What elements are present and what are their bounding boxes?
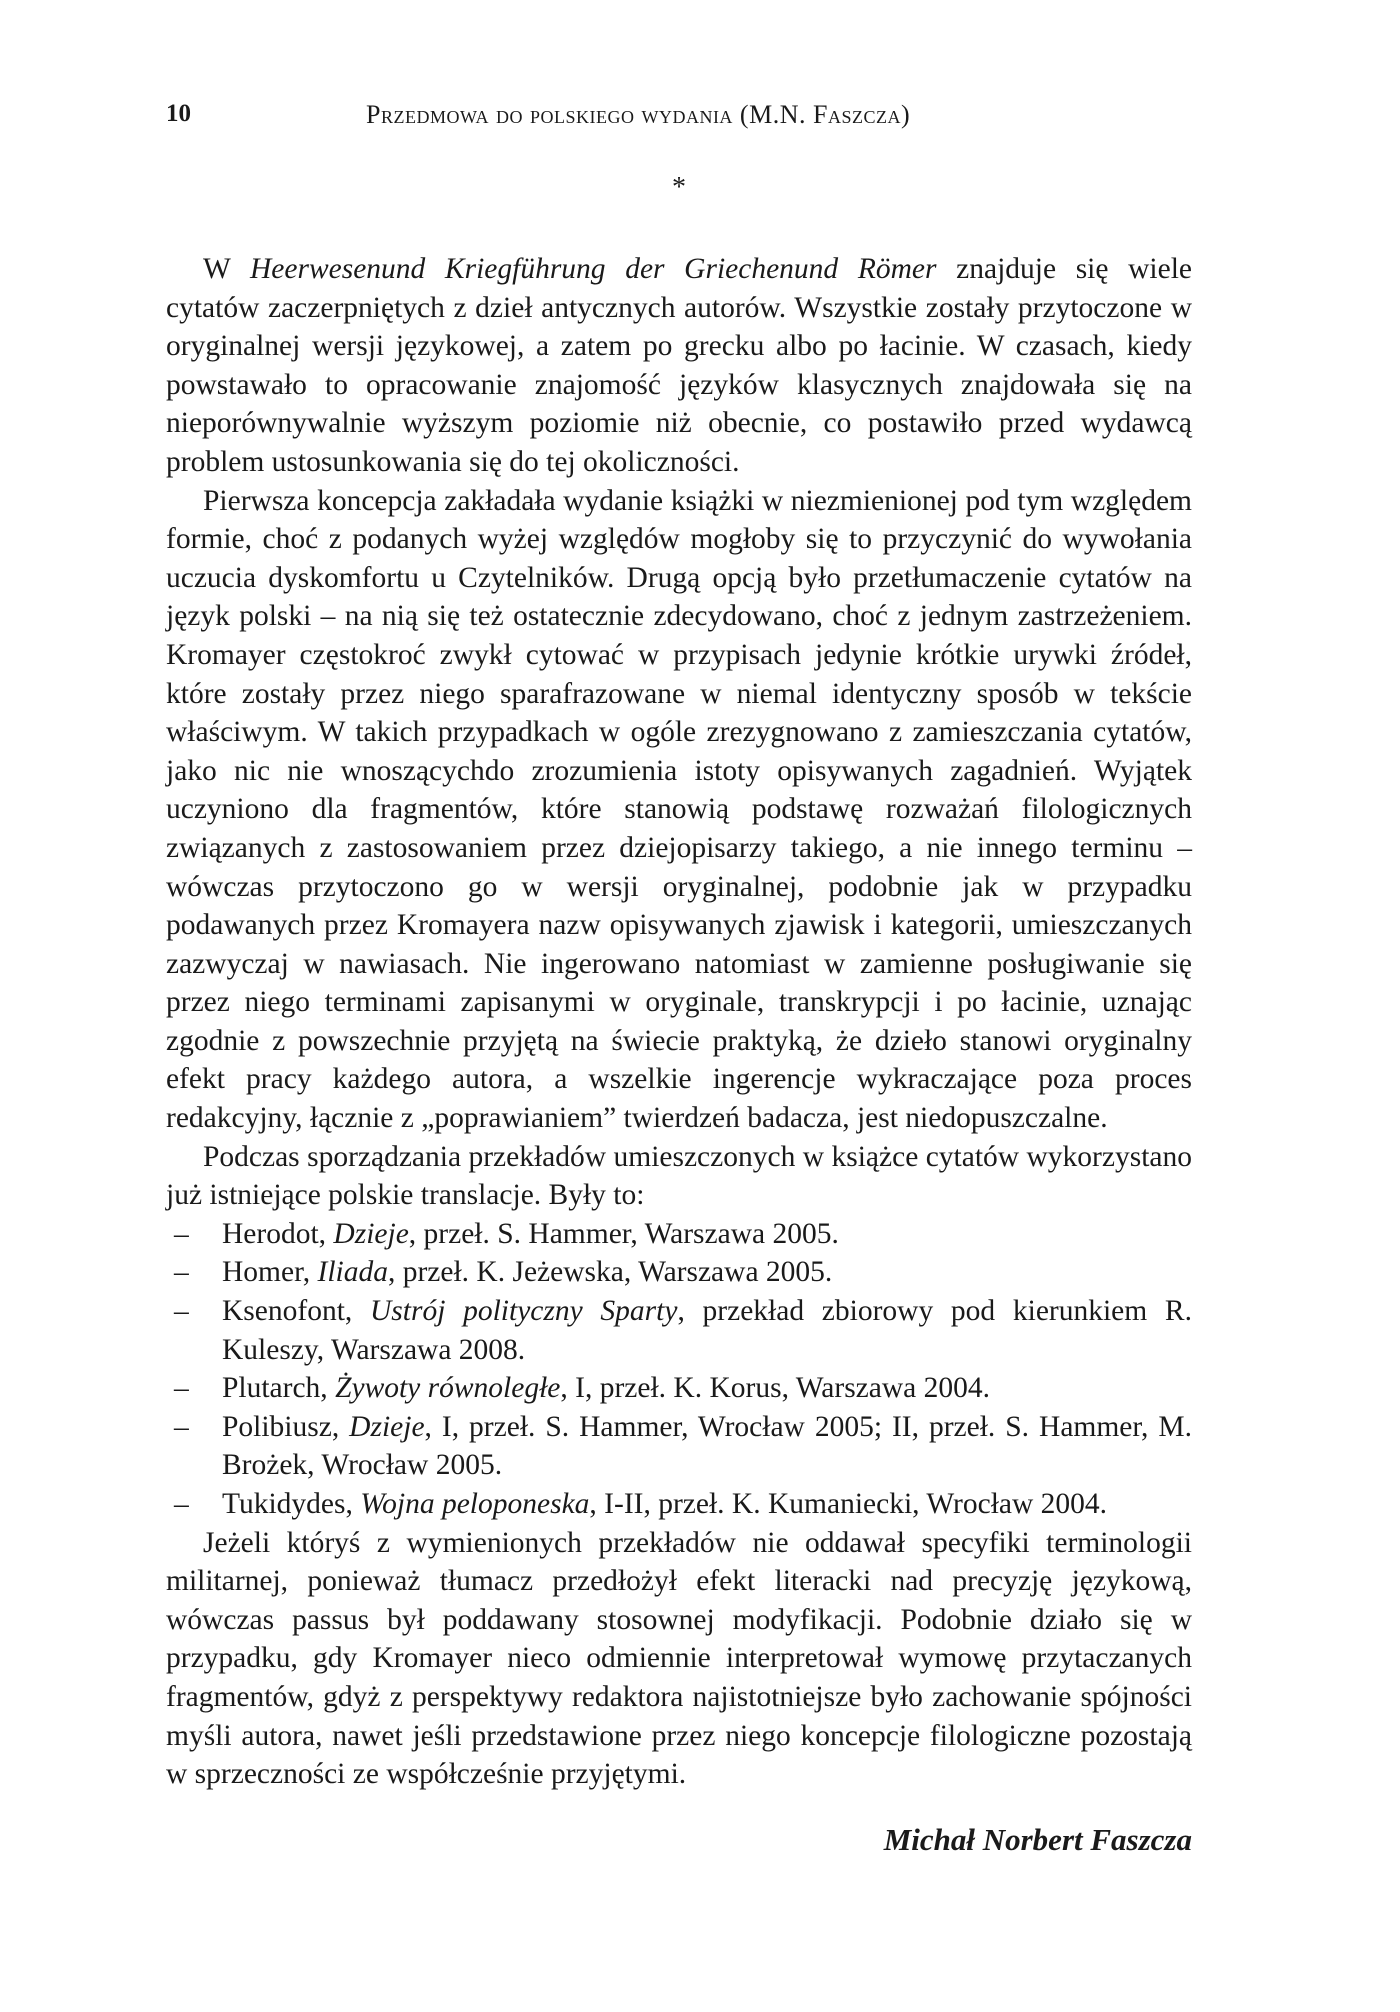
list-title: Iliada (317, 1256, 388, 1289)
list-dash: – (174, 1217, 189, 1250)
list-item (166, 1408, 1192, 1485)
list-details: , I-II, przeł. K. Kumaniecki, Wrocław 2004. (589, 1488, 1108, 1520)
list-dash: – (174, 1488, 189, 1520)
running-header-title: Przedmowa do polskiego wydania (M.N. Faszcza) (366, 100, 911, 129)
paragraph-4: Jeżeli któryś z wymienionych przekładów nie oddawał specyfiki terminologii militarnej, ponieważ tłumacz przedłożył efekt literacki nad precyzję językową, wówczas passus był poddawany stosownej modyfikacji. Podobnie działo się w przypadku, gdy Kromayer nieco odmiennie interpretował wymowę przytaczanych fragmentów, gdyż z perspektywy redaktora najistotniejsze było zachowanie spójności myśli autora, nawet jeśli przedstawione przez niego koncepcje filologiczne pozostają w sprzeczności ze współcześnie przyjętymi. (166, 1526, 1192, 1791)
paragraph-2: Pierwsza koncepcja zakładała wydanie książki w niezmienionej pod tym względem formie, choć z podanych wyżej względów mogłoby się to przyczynić do wywołania uczucia dyskomfortu u Czytelników. Drugą opcją było przetłumaczenie cytatów na język polski – na nią się też ostatecznie zdecydowano, choć z jednym zastrzeżeniem. Kromayer częstokroć zwykł cytować w przypisach jedynie krótkie urywki źródeł, które zostały przez niego sparafrazowane w niemal identyczny sposób w tekście właściwym. W takich przypadkach w ogóle zrezygnowano z zamieszczania cytatów, jako nic nie wnoszącychdo zrozumienia istoty opisywanych zagadnień. Wyjątek uczyniono dla fragmentów, które stanowią podstawę rozważań filologicznych związanych z zastosowaniem przez dziejopisarzy takiego, a nie innego terminu – wówczas przytoczono go w wersji oryginalnej, podobnie jak w przypadku podawanych przez Kromayera nazw opisywanych zjawisk i kategorii, umieszczanych zazwyczaj w nawiasach. Nie ingerowano natomiast w zamienne posługiwanie się przez niego terminami zapisanymi w oryginale, transkrypcji i po łacinie, uznając zgodnie z powszechnie przyjętą na świecie praktyką, że dzieło stanowi oryginalny efekt pracy każdego autora, a wszelkie ingerencje wykraczające poza proces redakcyjny, łącznie z „poprawianiem” twierdzeń badacza, jest niedopuszczalne. (166, 484, 1192, 1135)
list-details: , I, przeł. S. Hammer, Wrocław 2005; II, przeł. S. Hammer, M. Brożek, Wrocław 2005. (222, 1410, 1192, 1482)
section-separator: * (672, 172, 686, 203)
page-number: 10 (166, 100, 191, 127)
list-title: Ustrój polityczny Sparty (369, 1295, 678, 1328)
paragraph-1 (166, 250, 1192, 482)
list-title: Wojna peloponeska (360, 1488, 590, 1520)
list-item (166, 1292, 1192, 1369)
list-author: Polibiusz, (222, 1410, 350, 1443)
list-dash: – (174, 1256, 189, 1289)
list-title: Dzieje (333, 1217, 409, 1250)
book-title: Heerwesenund Kriegführung der Griechenund Römer (249, 253, 937, 285)
list-author: Herodot, (222, 1217, 334, 1250)
list-item (166, 1215, 1192, 1254)
list-dash: – (174, 1410, 189, 1443)
list-author: Ksenofont, (222, 1295, 370, 1328)
list-details: , przeł. K. Jeżewska, Warszawa 2005. (387, 1256, 833, 1289)
list-author: Plutarch, (222, 1372, 336, 1405)
paragraph-3: Podczas sporządzania przekładów umieszczonych w książce cytatów wykorzystano już istniejące polskie translacje. Były to: (166, 1140, 1192, 1212)
list-details: , I, przeł. K. Korus, Warszawa 2004. (560, 1372, 991, 1405)
list-details: , przekład zbiorowy pod kierunkiem R. Kuleszy, Warszawa 2008. (222, 1295, 1192, 1366)
body-text (166, 250, 1192, 1794)
list-item (166, 1485, 1192, 1524)
list-author: Tukidydes, (222, 1488, 361, 1520)
list-item (166, 1253, 1192, 1292)
list-title: Żywoty równoległe (335, 1372, 561, 1405)
list-dash: – (174, 1295, 189, 1328)
list-title: Dzieje (349, 1410, 425, 1443)
list-author: Homer, (222, 1256, 318, 1289)
author-signature: Michał Norbert Faszcza (883, 1822, 1192, 1857)
paragraph-1-lead: W (203, 253, 250, 285)
list-details: , przeł. S. Hammer, Warszawa 2005. (408, 1217, 839, 1250)
translations-list (166, 1215, 1192, 1524)
list-dash: – (174, 1372, 189, 1405)
paragraph-1-text: znajduje się wiele cytatów zaczerpniętych z dzieł antycznych autorów. Wszystkie zostały przytoczone w oryginalnej wersji językowej, a zatem po grecku albo po łacinie. W czasach, kiedy powstawało to opracowanie znajomość języków klasycznych znajdowała się na nieporównywalnie wyższym poziomie niż obecnie, co postawiło przed wydawcą problem ustosunkowania się do tej okoliczności. (166, 253, 1193, 478)
list-item (166, 1369, 1192, 1408)
